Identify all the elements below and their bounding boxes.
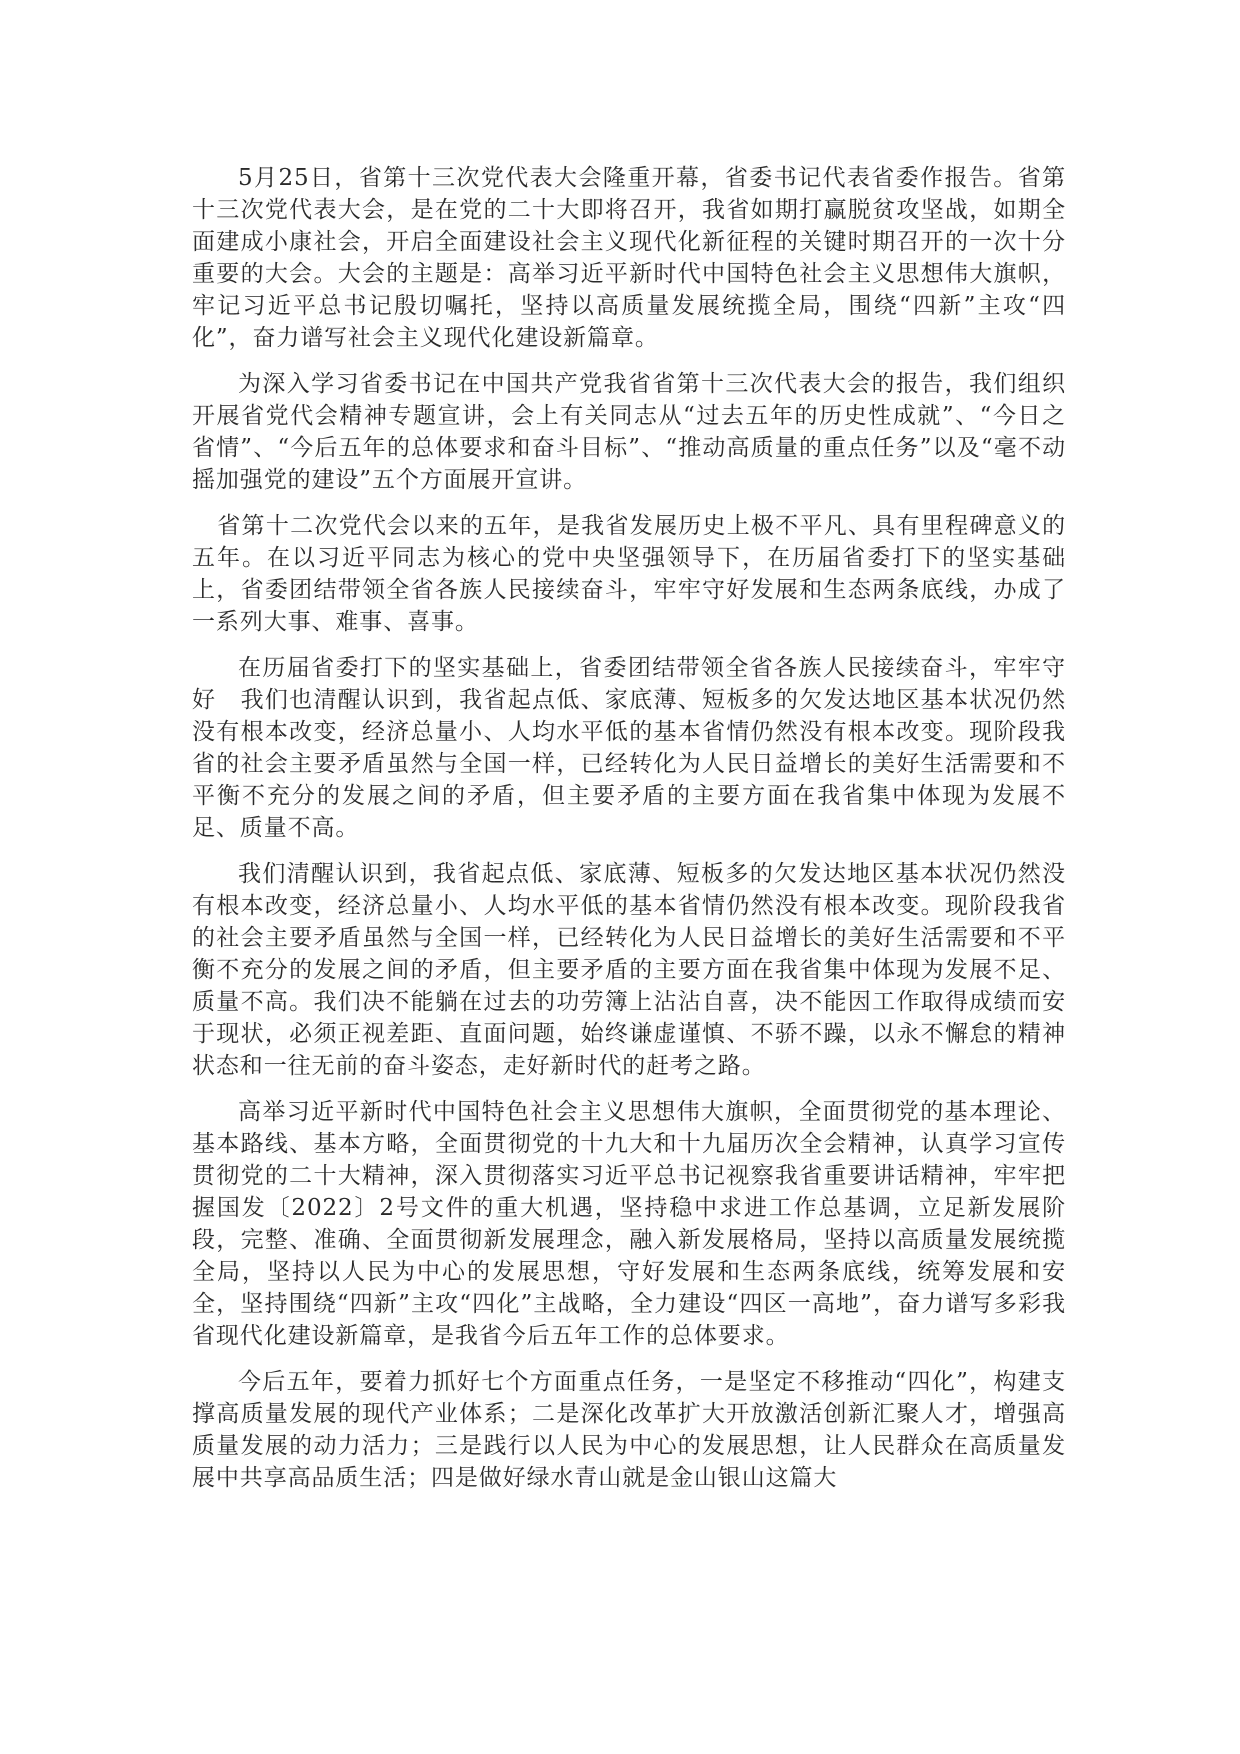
paragraph-clear-understanding: 我们清醒认识到，我省起点低、家底薄、短板多的欠发达地区基本状况仍然没有根本改变，经济总量小、人均水平低的基本省情仍然没有根本改变。现阶段我省的社会主要矛盾虽然与全国一样，已经转化为人民日益增长的美好生活需要和不平衡不充分的发展之间的矛盾，但主要矛盾的主要方面在我省集中体现为发展不足、质量不高。我们决不能躺在过去的功劳簿上沾沾自喜，决不能因工作取得成绩而安于现状，必须正视差距、直面问题，始终谦虚谨慎、不骄不躁，以永不懈怠的精神状态和一往无前的奋斗姿态，走好新时代的赶考之路。 [192,861,1066,1079]
paragraph-province-situation: 在历届省委打下的坚实基础上，省委团结带领全省各族人民接续奋斗，牢牢守好 我们也清醒认识到，我省起点低、家底薄、短板多的欠发达地区基本状况仍然没有根本改变，经济总量小、人均水平低的基本省情仍然没有根本改变。现阶段我省的社会主要矛盾虽然与全国一样，已经转化为人民日益增长的美好生活需要和不平衡不充分的发展之间的矛盾，但主要矛盾的主要方面在我省集中体现为发展不足、质量不高。 [192,655,1066,841]
paragraph-key-tasks: 今后五年，要着力抓好七个方面重点任务，一是坚定不移推动“四化”，构建支撑高质量发展的现代产业体系；二是深化改革扩大开放激活创新汇聚人才，增强高质量发展的动力活力；三是践行以人民为中心的发展思想，让人民群众在高质量发展中共享高品质生活；四是做好绿水青山就是金山银山这篇大 [192,1369,1066,1491]
document-page [192,162,1066,1508]
paragraph-overall-requirements: 高举习近平新时代中国特色社会主义思想伟大旗帜，全面贯彻党的基本理论、基本路线、基本方略，全面贯彻党的十九大和十九届历次全会精神，认真学习宣传贯彻党的二十大精神，深入贯彻落实习近平总书记视察我省重要讲话精神，牢牢把握国发〔2022〕2号文件的重大机遇，坚持稳中求进工作总基调，立足新发展阶段，完整、准确、全面贯彻新发展理念，融入新发展格局，坚持以高质量发展统揽全局，坚持以人民为中心的发展思想，守好发展和生态两条底线，统筹发展和安全，坚持围绕“四新”主攻“四化”主战略，全力建设“四区一高地”，奋力谱写多彩我省现代化建设新篇章，是我省今后五年工作的总体要求。 [192,1099,1066,1349]
paragraph-opening-congress: 5月25日，省第十三次党代表大会隆重开幕，省委书记代表省委作报告。省第十三次党代表大会，是在党的二十大即将召开，我省如期打赢脱贫攻坚战，如期全面建成小康社会，开启全面建设社会主义现代化新征程的关键时期召开的一次十分重要的大会。大会的主题是：高举习近平新时代中国特色社会主义思想伟大旗帜，牢记习近平总书记殷切嘱托，坚持以高质量发展统揽全局，围绕“四新”主攻“四化”，奋力谱写社会主义现代化建设新篇章。 [192,165,1066,351]
paragraph-study-lectures: 为深入学习省委书记在中国共产党我省省第十三次代表大会的报告，我们组织开展省党代会精神专题宣讲，会上有关同志从“过去五年的历史性成就”、“今日之省情”、“今后五年的总体要求和奋斗目标”、“推动高质量的重点任务”以及“毫不动摇加强党的建设”五个方面展开宣讲。 [192,371,1066,493]
paragraph-past-five-years: 省第十二次党代会以来的五年，是我省发展历史上极不平凡、具有里程碑意义的五年。在以习近平同志为核心的党中央坚强领导下，在历届省委打下的坚实基础上，省委团结带领全省各族人民接续奋斗，牢牢守好发展和生态两条底线，办成了一系列大事、难事、喜事。 [192,513,1066,635]
